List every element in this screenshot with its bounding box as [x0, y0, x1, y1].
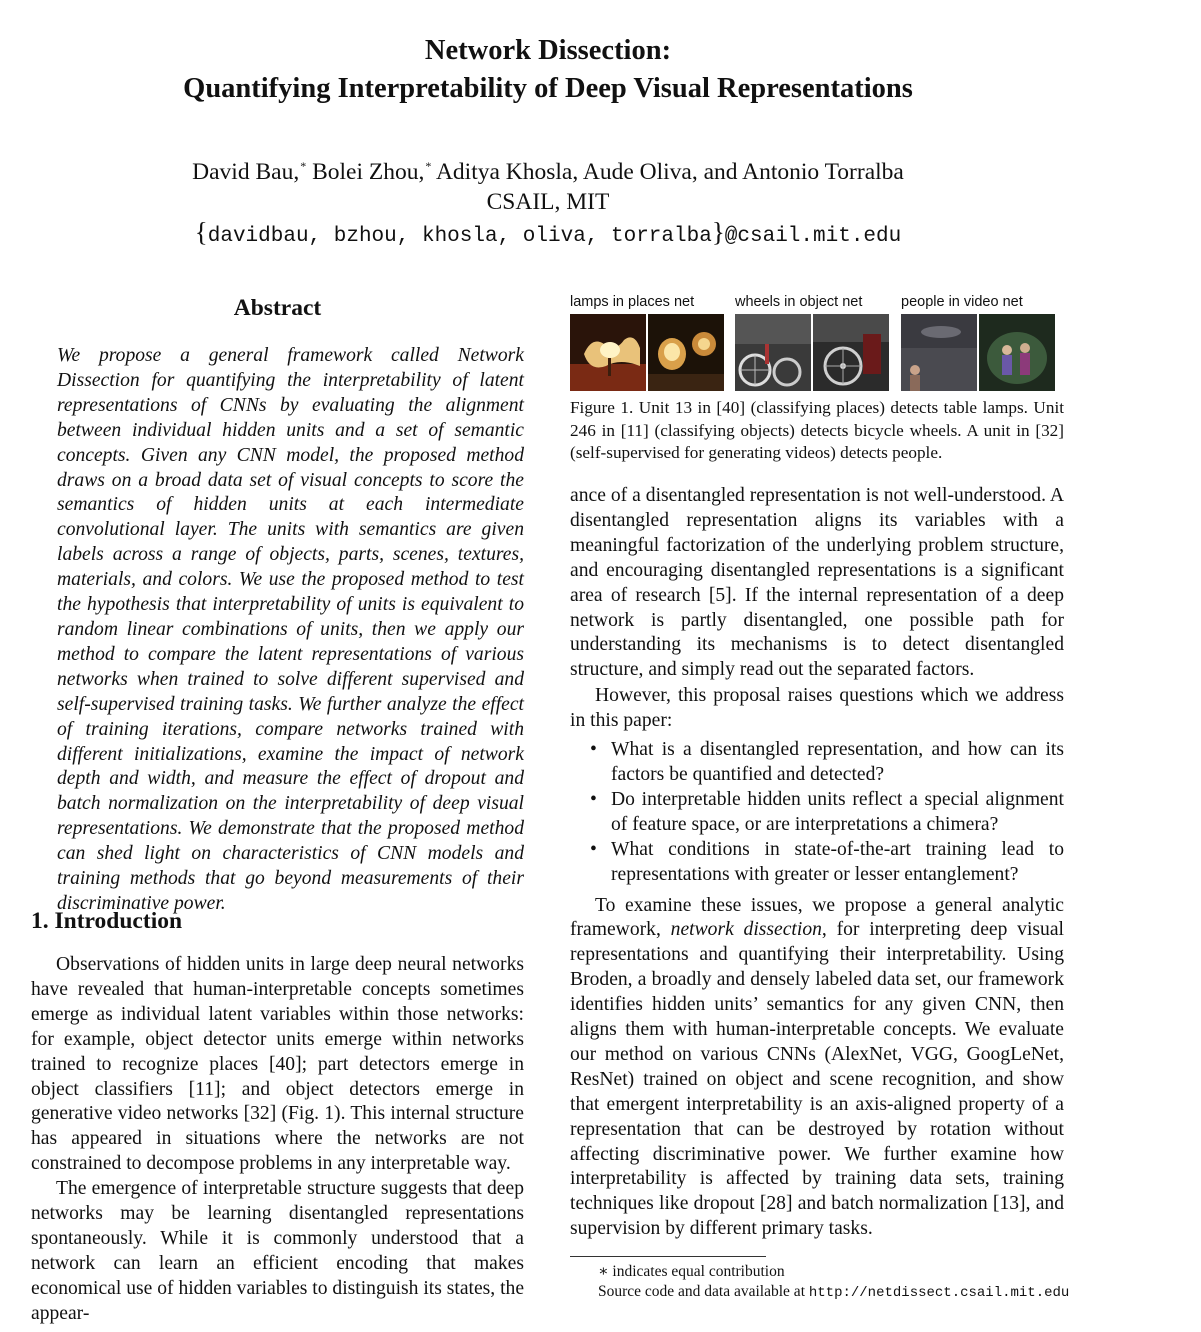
footnote-source-code: Source code and data available at http://netdissect.csail.mit.edu: [598, 1282, 1070, 1301]
email-line: {davidbau, bzhou, khosla, oliva, torralba}@csail.mit.edu: [194, 217, 902, 248]
source-url: http://netdissect.csail.mit.edu: [808, 1284, 1070, 1301]
affiliation: CSAIL, MIT: [486, 189, 610, 215]
abstract-heading: Abstract: [233, 295, 322, 321]
figure-1-caption: Figure 1. Unit 13 in [40] (classifying places) detects table lamps. Unit 246 in [11] (classifying objects) detects bicycle wheels. A unit in [32] (self-supervised for generating videos) detects people.: [570, 398, 1064, 462]
author-names: [0, 151, 1096, 187]
people-image-2: [979, 314, 1055, 391]
title-line-1: Network Dissection:: [424, 35, 672, 66]
list-item: • What conditions in state-of-the-art training lead to representations with greater or lesser entanglement?: [590, 838, 1064, 885]
author-block: [0, 151, 1096, 252]
wheel-image-2: [813, 314, 889, 391]
people-image-1: [901, 314, 977, 391]
author-5: and Antonio Torralba: [703, 159, 904, 185]
author-1: David Bau,: [192, 159, 300, 185]
author-4: Aude Oliva,: [582, 159, 698, 185]
footnotes: [598, 1262, 1069, 1303]
paper-title: [0, 32, 1096, 108]
wheel-image-1: [735, 314, 811, 391]
lamp-image-1: [570, 314, 646, 391]
lamp-image-2: [648, 314, 724, 391]
list-item: • Do interpretable hidden units reflect a special alignment of feature space, or are interpretations a chimera?: [590, 788, 1064, 835]
footnote-rule: [570, 1256, 766, 1257]
introduction-heading: 1. Introduction: [31, 908, 183, 934]
title-line-2: Quantifying Interpretability of Deep Visual Representations: [183, 73, 913, 104]
right-paragraph-2: However, this proposal raises questions which we address in this paper:: [570, 685, 1064, 732]
footnote-equal-contribution: ∗ indicates equal contribution: [598, 1263, 785, 1280]
figure-label-wheels: wheels in object net: [735, 294, 863, 310]
right-paragraph-3: To examine these issues, we propose a general analytic framework, network dissection, for interpreting deep visual representations and quantifying their interpretability. Using Broden, a broadly and densely labeled data set, our framework identifies hidden units’ semantics for any given CNN, then aligns them with human-interpretable concepts. We evaluate our method on various CNNs (AlexNet, VGG, GoogLeNet, ResNet) trained on object and scene recognition, and show that emergent interpretability is an axis-aligned property of a representation that can be destroyed by rotation without affecting discriminative power. We further examine how interpretability is affected by training data sets, training techniques like dropout [28] and batch normalization [13], and supervision by different primary tasks.: [570, 894, 1064, 1240]
figure-label-people: people in video net: [901, 294, 1023, 310]
email-domain: @csail.mit.edu: [724, 225, 902, 248]
author-2: Bolei Zhou,: [312, 159, 425, 185]
equal-contrib-mark: *: [425, 159, 432, 173]
list-item: • What is a disentangled representation, and how can its factors be quantified and detected?: [590, 739, 1064, 785]
abstract-text: We propose a general framework called Network Dissection for quantifying the interpretability of latent representations of CNNs by evaluating the alignment between individual hidden units and a set of semantic concepts. Given any CNN model, the proposed method draws on a broad data set of visual concepts to score the semantics of hidden units at each intermediate convolutional layer. The units with semantics are given labels across a range of objects, parts, scenes, textures, materials, and colors. We use the proposed method to test the hypothesis that interpretability of units is equivalent to random linear combinations of units, then we apply our method to compare the latent representations of various networks when trained to solve different supervised and self-supervised training tasks. We further analyze the effect of training iterations, compare networks trained with different initializations, examine the impact of network depth and width, and measure the effect of dropout and batch normalization on the interpretability of deep visual representations. We demonstrate that the proposed method can shed light on characteristics of CNN models and training methods that go beyond measurements of their discriminative power.: [57, 345, 524, 914]
intro-paragraph-1: Observations of hidden units in large deep neural networks have revealed that human-interpretable concepts sometimes emerge as individual latent variables within those networks: for example, object detector units emerge within networks trained to recognize places [40]; part detectors emerge in object classifiers [11]; and object detectors emerge in generative video networks [32] (Fig. 1). This internal structure has appeared in situations where the networks are not constrained to decompose problems in any interpretable way.: [31, 954, 524, 1175]
equal-contrib-mark: *: [300, 159, 307, 173]
author-3: Aditya Khosla,: [435, 159, 579, 185]
right-paragraph-1: ance of a disentangled representation is not well-understood. A disentangled representation aligns its variables with a meaningful factorization of the underlying problem structure, and encouraging disentangled representations is a significant area of research [5]. If the internal representation of a deep network is partly disentangled, one possible path for understanding its mechanisms is to detect disentangled structure, and simply read out the separated factors.: [570, 485, 1064, 681]
question-list: [570, 738, 1064, 887]
right-column: [570, 484, 1064, 1242]
left-column-intro: [31, 953, 524, 1327]
intro-paragraph-2: The emergence of interpretable structure suggests that deep networks may be learning disentangled representations spontaneously. While it is commonly understood that a network can learn an efficient encoding that makes economical use of hidden variables to distinguish its states, the appear-: [31, 1178, 525, 1324]
emphasis-network-dissection: network dissection: [670, 919, 822, 941]
email-names: davidbau, bzhou, khosla, oliva, torralba: [207, 225, 712, 248]
abstract-body: [57, 344, 524, 917]
figure-label-lamps: lamps in places net: [570, 294, 695, 310]
